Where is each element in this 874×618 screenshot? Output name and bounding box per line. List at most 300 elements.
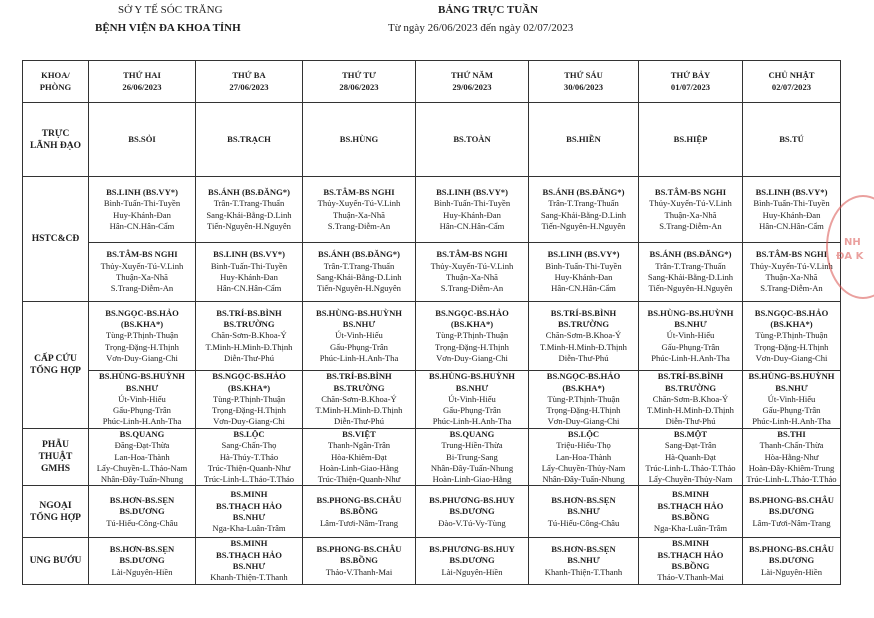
day-name: THỨ BẢY xyxy=(670,70,711,81)
staff-names: Hân-CN.Hân-Cẩm xyxy=(439,220,505,231)
doctor-label: (BS.KHA*) xyxy=(450,319,494,330)
doctor-label: BS.HÙNG-BS.HUỲNH xyxy=(429,371,515,382)
duty-cell xyxy=(303,486,416,538)
staff-names: Trúc-Thiện-Quanh-Như xyxy=(207,462,291,473)
staff-names: Trân-T.Trang-Thuấn xyxy=(323,260,395,271)
day-date: 01/07/2023 xyxy=(670,81,711,92)
table-row xyxy=(23,177,841,243)
staff-names: S.Trang-Diễm-An xyxy=(327,220,391,231)
corner-label: PHÒNG xyxy=(39,81,72,92)
duty-cell xyxy=(196,371,303,429)
doc-title: BẢNG TRỰC TUẦN xyxy=(438,4,539,16)
doctor-label: BS.ÁNH (BS.ĐĂNG*) xyxy=(318,249,400,260)
staff-names: Phúc-Linh-H.Anh-Tha xyxy=(432,416,512,427)
staff-names: Trọng-Đặng-H.Thịnh xyxy=(212,405,286,416)
staff-names: Gấu-Phụng-Trân xyxy=(113,405,171,416)
day-header-1 xyxy=(196,61,303,103)
doctor-label: BS.NHƯ xyxy=(567,555,600,566)
staff-names: Trân-T.Trang-Thuấn xyxy=(548,198,619,209)
duty-cell xyxy=(196,486,303,538)
staff-names: Thuận-Xa-Nhã xyxy=(765,272,818,282)
duty-cell xyxy=(416,429,529,486)
staff-names: Tú-Hiếu-Công-Châu xyxy=(547,517,620,528)
staff-names: Tùng-P.Thịnh-Thuận xyxy=(435,330,509,341)
staff-names: Thảo-V.Thanh-Mai xyxy=(657,572,724,583)
day-name: THỨ BA xyxy=(232,70,266,81)
staff-names: Khanh-Thiện-T.Thanh xyxy=(544,566,623,577)
doctor-label: BS.LINH (BS.VY*) xyxy=(106,186,178,197)
staff-names: Tùng-P.Thịnh-Thuận xyxy=(755,330,828,341)
doctor-label: BS.PHONG-BS.CHÂU xyxy=(749,544,834,555)
staff-names: Lấy-Chuyền-Thủy-Nam xyxy=(648,474,733,485)
duty-cell xyxy=(639,371,743,429)
doctor-label: BS.HÙNG-BS.HUỲNH xyxy=(748,371,835,382)
doctor-label: BS.TÂM-BS NGHI xyxy=(654,186,727,197)
staff-names: Diễn-Thư-Phú xyxy=(665,416,716,427)
department-label: LÃNH ĐẠO xyxy=(30,140,81,151)
doctor-label: BS.LINH (BS.VY*) xyxy=(213,249,285,260)
doctor-label: BS.DƯƠNG xyxy=(449,555,495,566)
duty-cell xyxy=(196,243,303,302)
duty-cell xyxy=(196,103,303,177)
staff-names: Hân-CN.Hân-Cẩm xyxy=(216,283,282,294)
staff-names: Huy-Khánh-Đan xyxy=(762,209,821,220)
staff-names: Hoàn-Linh-Giao-Hằng xyxy=(432,474,512,485)
staff-names: Lâm-Tươi-Nâm-Trang xyxy=(319,517,399,528)
doctor-label: BS.DƯƠNG xyxy=(768,555,815,566)
staff-names: Phúc-Linh-H.Anh-Tha xyxy=(102,416,182,427)
staff-names: Nga-Kha-Luân-Trâm xyxy=(653,523,728,534)
doctor-label: BS.TÂM-BS NGHI xyxy=(323,186,395,197)
duty-cell xyxy=(303,103,416,177)
staff-names: Út-Vinh-Hiếu xyxy=(448,393,496,404)
doctor-label: BS.TÂM-BS NGHI xyxy=(106,249,178,260)
duty-roster-table xyxy=(22,60,841,585)
doctor-label: BS.NGỌC-BS.HẢO xyxy=(754,307,829,318)
department-label: HSTC&CĐ xyxy=(31,234,80,244)
staff-names: Sang-Khải-Bằng-D.Linh xyxy=(540,209,627,220)
duty-cell xyxy=(639,302,743,371)
seal-stamp: NH ĐA K xyxy=(826,195,874,299)
staff-names: Gấu-Phụng-Trân xyxy=(762,405,821,416)
staff-names: Hoàn-Đây-Khiêm-Trung xyxy=(748,462,835,473)
duty-cell xyxy=(639,486,743,538)
staff-names: Vơn-Duy-Giang-Chi xyxy=(436,352,508,363)
staff-names: Nhân-Đây-Tuấn-Nhung xyxy=(542,474,625,485)
doctor-label: BS.QUANG xyxy=(449,429,495,439)
duty-cell xyxy=(89,177,196,243)
department-label: PHẪU xyxy=(42,440,69,451)
table-row xyxy=(23,429,841,486)
doctor-label: BS.PHONG-BS.CHÂU xyxy=(316,495,402,506)
staff-names: S.Trang-Diễm-An xyxy=(440,283,504,294)
staff-names: Chăn-Sơm-B.Khoa-Ý xyxy=(652,393,729,404)
duty-cell xyxy=(89,103,196,177)
department-label: CẤP CỨU xyxy=(34,354,77,364)
header-row xyxy=(23,61,841,103)
staff-names: Trúc-Linh-L.Thảo-T.Thảo xyxy=(645,462,736,473)
duty-cell xyxy=(529,371,639,429)
duty-cell xyxy=(529,538,639,584)
day-date: 02/07/2023 xyxy=(771,81,812,92)
staff-names: Trúc-Linh-L.Thảo-T.Thảo xyxy=(203,474,295,485)
staff-names: Phúc-Linh-H.Anh-Tha xyxy=(319,352,399,363)
duty-cell xyxy=(743,429,841,486)
day-header-2 xyxy=(303,61,416,103)
staff-names: Diễn-Thư-Phú xyxy=(333,416,384,427)
doctor-label: BS.BỒNG xyxy=(671,561,710,572)
staff-names: Sang-Đạt-Trân xyxy=(664,440,717,451)
day-header-5 xyxy=(639,61,743,103)
department-cell xyxy=(23,486,89,538)
doctor-label: BS.NHƯ xyxy=(232,511,266,522)
doctor-label: (BS.KHA*) xyxy=(120,319,164,330)
staff-names: Út-Vinh-Hiếu xyxy=(767,393,816,404)
day-name: THỨ SÁU xyxy=(564,70,603,81)
duty-cell xyxy=(416,103,529,177)
doctor-label: BS.TRƯỜNG xyxy=(664,382,716,393)
staff-names: T.Minh-H.Minh-Đ.Thịnh xyxy=(315,405,403,416)
doctor-label: BS.ÁNH (BS.ĐĂNG*) xyxy=(649,249,732,260)
staff-names: Phúc-Linh-H.Anh-Tha xyxy=(752,416,831,427)
duty-cell xyxy=(416,486,529,538)
doctor-label: BS.HÙNG-BS.HUỲNH xyxy=(99,371,185,382)
doctor-label: BS.HIỀN xyxy=(566,133,601,144)
duty-cell xyxy=(303,538,416,584)
staff-names: Trọng-Đặng-H.Thịnh xyxy=(754,341,829,352)
duty-cell xyxy=(416,177,529,243)
staff-names: Sang-Chấn-Thọ xyxy=(221,440,277,451)
doctor-label: BS.TÂM-BS NGHI xyxy=(755,249,828,260)
staff-names: Tùng-P.Thịnh-Thuận xyxy=(212,393,286,404)
staff-names: Bình-Tuấn-Thi-Tuyền xyxy=(103,198,181,209)
staff-names: Gấu-Phụng-Trân xyxy=(330,341,388,352)
duty-cell xyxy=(303,177,416,243)
staff-names: Gấu-Phụng-Trân xyxy=(661,341,720,352)
doctor-label: BS.MINH xyxy=(671,538,709,549)
doctor-label: BS.TRƯỜNG xyxy=(223,319,275,330)
staff-names: Vơn-Duy-Giang-Chi xyxy=(106,352,178,363)
staff-names: Hân-CN.Hân-Cẩm xyxy=(109,220,175,231)
duty-cell xyxy=(303,302,416,371)
corner-label: KHOA/ xyxy=(41,70,70,81)
day-date: 29/06/2023 xyxy=(452,81,492,92)
day-name: CHỦ NHẬT xyxy=(768,70,815,81)
staff-names: Tiến-Nguyên-H.Nguyên xyxy=(541,220,626,231)
staff-names: Lấy-Chuyền-Thủy-Nam xyxy=(541,462,626,473)
duty-cell xyxy=(639,429,743,486)
staff-names: Huy-Khánh-Đan xyxy=(554,272,613,282)
doctor-label: BS.NHƯ xyxy=(674,319,707,330)
staff-names: Triệu-Hiếu-Thọ xyxy=(556,440,611,451)
staff-names: Hoàn-Linh-Giao-Hằng xyxy=(319,462,399,473)
staff-names: Nhân-Đây-Tuấn-Nhung xyxy=(100,474,184,485)
doctor-label: BS.THẠCH HẢO xyxy=(216,500,282,511)
day-name: THỨ HAI xyxy=(123,70,161,81)
department-label: TỔNG HỢP xyxy=(30,512,81,523)
doctor-label: BS.PHƯƠNG-BS.HUY xyxy=(429,495,515,506)
doctor-label: BS.HƠN-BS.SẸN xyxy=(551,495,616,506)
doctor-label: BS.ÁNH (BS.ĐĂNG*) xyxy=(208,186,290,197)
staff-names: Trân-T.Trang-Thuấn xyxy=(655,260,726,271)
doctor-label: BS.TRÍ-BS.BÌNH xyxy=(326,371,392,382)
staff-names: Tùng-P.Thịnh-Thuận xyxy=(105,330,179,341)
doctor-label: BS.LỘC xyxy=(567,429,600,439)
staff-names: Thủy-Xuyến-Tú-V.Linh xyxy=(649,198,732,209)
staff-names: S.Trang-Diễm-An xyxy=(659,220,722,231)
duty-cell xyxy=(416,302,529,371)
staff-names: Thuận-Xa-Nhã xyxy=(115,272,169,282)
staff-names: Hân-CN.Hân-Cẩm xyxy=(759,220,824,231)
duty-cell xyxy=(89,243,196,302)
department-label: THUẬT xyxy=(38,452,73,463)
doctor-label: BS.DƯƠNG xyxy=(119,506,165,517)
staff-names: Bình-Tuấn-Thi-Tuyền xyxy=(753,198,830,209)
staff-names: Bình-Tuấn-Thi-Tuyền xyxy=(545,260,622,271)
staff-names: Huy-Khánh-Đan xyxy=(113,209,171,220)
staff-names: Vơn-Duy-Giang-Chi xyxy=(213,416,285,427)
duty-cell xyxy=(416,371,529,429)
doctor-label: BS.NHƯ xyxy=(567,506,600,517)
staff-names: Lài-Nguyên-Hiền xyxy=(111,566,173,577)
duty-cell xyxy=(743,538,841,584)
doctor-label: (BS.KHA*) xyxy=(562,382,605,393)
doctor-label: BS.DƯƠNG xyxy=(768,506,815,517)
table-row xyxy=(23,486,841,538)
staff-names: Tú-Hiếu-Công-Châu xyxy=(106,517,178,528)
staff-names: Hân-CN.Hân-Cẩm xyxy=(551,283,616,294)
department-label: UNG BƯỚU xyxy=(29,556,82,567)
staff-names: Thủy-Xuyến-Tú-V.Linh xyxy=(750,260,833,271)
duty-cell xyxy=(89,371,196,429)
duty-cell xyxy=(89,538,196,584)
staff-names: Lài-Nguyên-Hiền xyxy=(760,566,823,577)
day-date: 28/06/2023 xyxy=(339,81,379,92)
staff-names: Huy-Khánh-Đan xyxy=(443,209,501,220)
duty-cell xyxy=(639,538,743,584)
doctor-label: BS.MINH xyxy=(230,538,268,549)
department-label: TỔNG HỢP xyxy=(30,366,81,376)
staff-names: Út-Vinh-Hiếu xyxy=(335,330,383,341)
doctor-label: BS.HÙNG-BS.HUỲNH xyxy=(316,307,402,318)
staff-names: Lài-Nguyên-Hiền xyxy=(441,566,503,577)
table-row xyxy=(23,103,841,177)
staff-names: Chăn-Sơm-B.Khoa-Ý xyxy=(321,393,397,404)
corner-header xyxy=(23,61,89,103)
doctor-label: (BS.KHA*) xyxy=(227,382,271,393)
staff-names: S.Trang-Diễm-An xyxy=(110,283,174,294)
department-cell xyxy=(23,302,89,429)
table-row xyxy=(23,371,841,429)
doctor-label: BS.NGỌC-BS.HẢO xyxy=(435,307,509,318)
doctor-label: BS.NGỌC-BS.HẢO xyxy=(212,371,286,382)
staff-names: Lâm-Tươi-Nâm-Trang xyxy=(752,517,831,528)
staff-names: Thủy-Xuyến-Tú-V.Linh xyxy=(430,260,514,271)
staff-names: S.Trang-Diễm-An xyxy=(760,283,823,294)
staff-names: Khanh-Thiện-T.Thanh xyxy=(210,572,288,583)
department-cell xyxy=(23,429,89,486)
duty-cell xyxy=(529,429,639,486)
staff-names: Gấu-Phụng-Trân xyxy=(443,405,501,416)
staff-names: Phúc-Linh-H.Anh-Tha xyxy=(651,352,730,363)
doctor-label: BS.HƠN-BS.SẸN xyxy=(109,495,175,506)
staff-names: Đào-V.Tú-Vy-Tùng xyxy=(438,517,506,528)
staff-names: Trọng-Đặng-H.Thịnh xyxy=(546,405,621,416)
doctor-label: BS.DƯƠNG xyxy=(119,555,165,566)
staff-names: Trọng-Đặng-H.Thịnh xyxy=(105,341,179,352)
staff-names: Vơn-Duy-Giang-Chi xyxy=(547,416,620,427)
day-date: 27/06/2023 xyxy=(229,81,269,92)
staff-names: Lan-Hoa-Thành xyxy=(114,451,170,462)
staff-names: Thuận-Xa-Nhã xyxy=(445,272,499,282)
staff-names: Hòa-Hằng-Như xyxy=(764,451,819,462)
doctor-label: BS.THẠCH HẢO xyxy=(657,549,724,560)
duty-cell xyxy=(529,243,639,302)
duty-cell xyxy=(303,243,416,302)
day-name: THỨ NĂM xyxy=(451,70,493,81)
duty-cell xyxy=(416,538,529,584)
day-name: THỨ TƯ xyxy=(342,70,376,81)
staff-names: Hòa-Khiêm-Đạt xyxy=(331,451,387,462)
doctor-label: BS.NHƯ xyxy=(455,382,489,393)
duty-cell xyxy=(639,177,743,243)
duty-cell xyxy=(743,103,841,177)
duty-cell xyxy=(303,429,416,486)
staff-names: Bình-Tuấn-Thi-Tuyền xyxy=(210,260,288,271)
table-row xyxy=(23,243,841,302)
staff-names: Nga-Kha-Luân-Trâm xyxy=(212,523,286,534)
staff-names: Tiến-Nguyên-H.Nguyên xyxy=(317,283,401,294)
department-cell xyxy=(23,103,89,177)
duty-cell xyxy=(196,538,303,584)
staff-names: Chăn-Sơm-B.Khoa-Ý xyxy=(545,330,622,341)
staff-names: Tiến-Nguyên-H.Nguyên xyxy=(207,220,291,231)
doctor-label: BS.HƠN-BS.SẸN xyxy=(109,544,175,555)
staff-names: Thuận-Xa-Nhã xyxy=(332,209,386,220)
doctor-label: BS.QUANG xyxy=(119,429,165,439)
doctor-label: BS.LINH (BS.VY*) xyxy=(547,249,620,260)
doctor-label: BS.VIỆT xyxy=(342,429,376,439)
doctor-label: BS.TRÍ-BS.BÌNH xyxy=(216,307,282,318)
day-header-3 xyxy=(416,61,529,103)
doctor-label: BS.TOÀN xyxy=(453,133,491,144)
staff-names: Sang-Khải-Bằng-D.Linh xyxy=(206,209,292,220)
doctor-label: BS.NHƯ xyxy=(232,561,266,572)
staff-names: Thanh-Ngân-Trân xyxy=(327,440,391,451)
doctor-label: BS.LINH (BS.VY*) xyxy=(755,186,828,197)
staff-names: Bình-Tuấn-Thi-Tuyền xyxy=(433,198,511,209)
duty-cell xyxy=(743,302,841,371)
staff-names: Trúc-Linh-L.Thảo-T.Thảo xyxy=(746,474,837,485)
duty-cell xyxy=(529,103,639,177)
doctor-label: BS.HÙNG xyxy=(339,133,379,144)
doctor-label: BS.HƠN-BS.SẸN xyxy=(551,544,616,555)
doctor-label: BS.ÁNH (BS.ĐĂNG*) xyxy=(542,186,625,197)
duty-cell xyxy=(196,302,303,371)
doctor-label: BS.TÂM-BS NGHI xyxy=(436,249,508,260)
staff-names: Lấy-Chuyền-L.Thảo-Nam xyxy=(96,462,188,473)
staff-names: Diễn-Thư-Phú xyxy=(223,352,274,363)
doctor-label: (BS.KHA*) xyxy=(770,319,813,330)
doctor-label: BS.PHONG-BS.CHÂU xyxy=(316,544,402,555)
doctor-label: BS.DƯƠNG xyxy=(449,506,495,517)
staff-names: Hà-Quanh-Đạt xyxy=(664,451,717,462)
staff-names: Hà-Thúy-T.Thảo xyxy=(219,451,279,462)
staff-names: Tùng-P.Thịnh-Thuận xyxy=(547,393,620,404)
doctor-label: BS.TÚ xyxy=(779,133,804,144)
doctor-label: BS.BỒNG xyxy=(340,506,378,517)
table-row xyxy=(23,538,841,584)
doctor-label: BS.HÙNG-BS.HUỲNH xyxy=(647,307,734,318)
duty-cell xyxy=(639,103,743,177)
day-header-0 xyxy=(89,61,196,103)
staff-names: Tiến-Nguyên-H.Nguyên xyxy=(648,283,733,294)
staff-names: Chăn-Sơm-B.Khoa-Ý xyxy=(211,330,287,341)
duty-cell xyxy=(743,177,841,243)
duty-cell xyxy=(743,486,841,538)
day-date: 30/06/2023 xyxy=(563,81,604,92)
staff-names: Nhân-Đây-Tuấn-Nhung xyxy=(430,462,514,473)
department-label: GMHS xyxy=(40,464,71,475)
duty-cell xyxy=(196,177,303,243)
staff-names: Đăng-Đạt-Thừa xyxy=(114,440,170,451)
staff-names: Thủy-Xuyến-Tú-V.Linh xyxy=(100,260,184,271)
staff-names: Út-Vinh-Hiếu xyxy=(118,393,166,404)
staff-names: Vơn-Duy-Giang-Chi xyxy=(755,352,828,363)
duty-cell xyxy=(529,302,639,371)
day-header-6 xyxy=(743,61,841,103)
staff-names: Thanh-Chấn-Thừa xyxy=(759,440,824,451)
staff-names: T.Minh-H.Minh-Đ.Thịnh xyxy=(647,405,734,416)
staff-names: Lan-Hoa-Thành xyxy=(555,451,612,462)
duty-cell xyxy=(196,429,303,486)
table-row xyxy=(23,302,841,371)
staff-names: Trân-T.Trang-Thuấn xyxy=(213,198,285,209)
staff-names: T.Minh-H.Minh-Đ.Thịnh xyxy=(540,341,627,352)
doctor-label: BS.MỘT xyxy=(673,429,708,439)
org-main: BỆNH VIỆN ĐA KHOA TỈNH xyxy=(95,22,241,34)
staff-names: Thủy-Xuyến-Tú-V.Linh xyxy=(317,198,401,209)
duty-cell xyxy=(89,429,196,486)
staff-names: Trọng-Đặng-H.Thịnh xyxy=(435,341,509,352)
doctor-label: BS.NGỌC-BS.HẢO xyxy=(546,371,621,382)
doctor-label: BS.BỒNG xyxy=(340,555,378,566)
doctor-label: BS.TRÍ-BS.BÌNH xyxy=(550,307,617,318)
doctor-label: BS.THI xyxy=(777,429,806,439)
staff-names: Diễn-Thư-Phú xyxy=(558,352,609,363)
staff-names: Sang-Khải-Bằng-D.Linh xyxy=(316,272,402,282)
doctor-label: BS.HIỆP xyxy=(673,133,708,144)
duty-cell xyxy=(303,371,416,429)
doctor-label: BS.NHƯ xyxy=(775,382,808,393)
department-label: TRỰC xyxy=(41,128,70,139)
doctor-label: BS.NHƯ xyxy=(125,382,159,393)
doctor-label: BS.THẠCH HẢO xyxy=(657,500,724,511)
doctor-label: BS.NHƯ xyxy=(342,319,376,330)
day-date: 26/06/2023 xyxy=(122,81,162,92)
department-cell xyxy=(23,177,89,302)
department-cell xyxy=(23,538,89,584)
department-label: NGOẠI xyxy=(39,500,72,511)
duty-cell xyxy=(416,243,529,302)
doctor-label: BS.TRƯỜNG xyxy=(557,319,609,330)
staff-names: Huy-Khánh-Đan xyxy=(220,272,278,282)
doctor-label: BS.TRƯỜNG xyxy=(333,382,385,393)
duty-cell xyxy=(743,371,841,429)
doctor-label: BS.PHONG-BS.CHÂU xyxy=(749,495,834,506)
staff-names: Bi-Trung-Sang xyxy=(446,451,498,462)
doctor-label: BS.THẠCH HẢO xyxy=(216,549,282,560)
